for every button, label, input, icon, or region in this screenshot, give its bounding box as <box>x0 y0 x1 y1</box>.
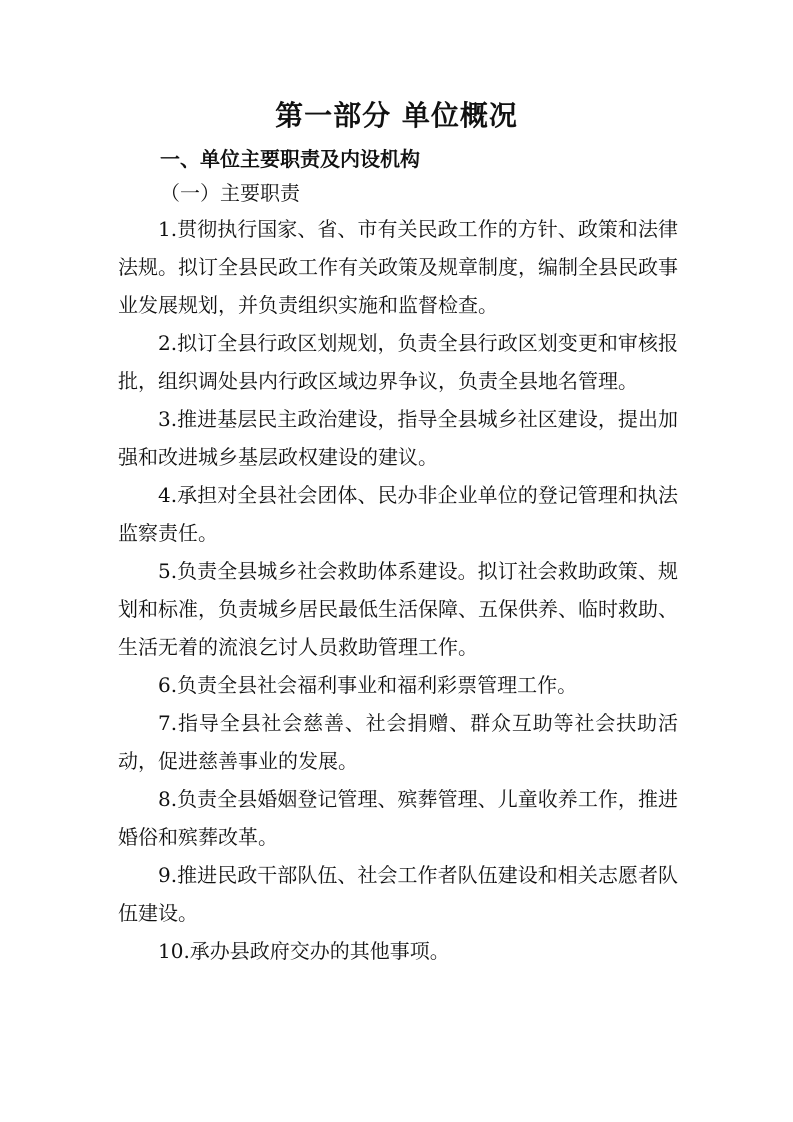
subsection-heading: （一）主要职责 <box>160 181 300 205</box>
duty-paragraph: 2.拟订全县行政区划规划，负责全县行政区划变更和审核报批，组织调处县内行政区域边界争议，负责全县地名管理。 <box>118 331 678 393</box>
duty-paragraph: 5.负责全县城乡社会救助体系建设。拟订社会救助政策、规划和标准，负责城乡居民最低生活保障、五保供养、临时救助、生活无着的流浪乞讨人员救助管理工作。 <box>118 559 678 659</box>
duties-list <box>118 210 678 970</box>
duty-paragraph: 6.负责全县社会福利事业和福利彩票管理工作。 <box>158 673 578 697</box>
duty-paragraph: 1.贯彻执行国家、省、市有关民政工作的方针、政策和法律法规。拟订全县民政工作有关政策及规章制度，编制全县民政事业发展规划，并负责组织实施和监督检查。 <box>118 217 678 317</box>
page-title: 第一部分 单位概况 <box>275 99 518 132</box>
duty-paragraph: 3.推进基层民主政治建设，指导全县城乡社区建设，提出加强和改进城乡基层政权建设的建议。 <box>118 407 678 469</box>
duty-paragraph: 4.承担对全县社会团体、民办非企业单位的登记管理和执法监察责任。 <box>118 483 678 545</box>
duty-paragraph: 10.承办县政府交办的其他事项。 <box>158 939 450 963</box>
duty-paragraph: 9.推进民政干部队伍、社会工作者队伍建设和相关志愿者队伍建设。 <box>118 863 678 925</box>
section-heading: 一、单位主要职责及内设机构 <box>160 147 420 171</box>
duty-paragraph: 7.指导全县社会慈善、社会捐赠、群众互助等社会扶助活动，促进慈善事业的发展。 <box>118 711 678 773</box>
duty-paragraph: 8.负责全县婚姻登记管理、殡葬管理、儿童收养工作，推进婚俗和殡葬改革。 <box>118 787 678 849</box>
